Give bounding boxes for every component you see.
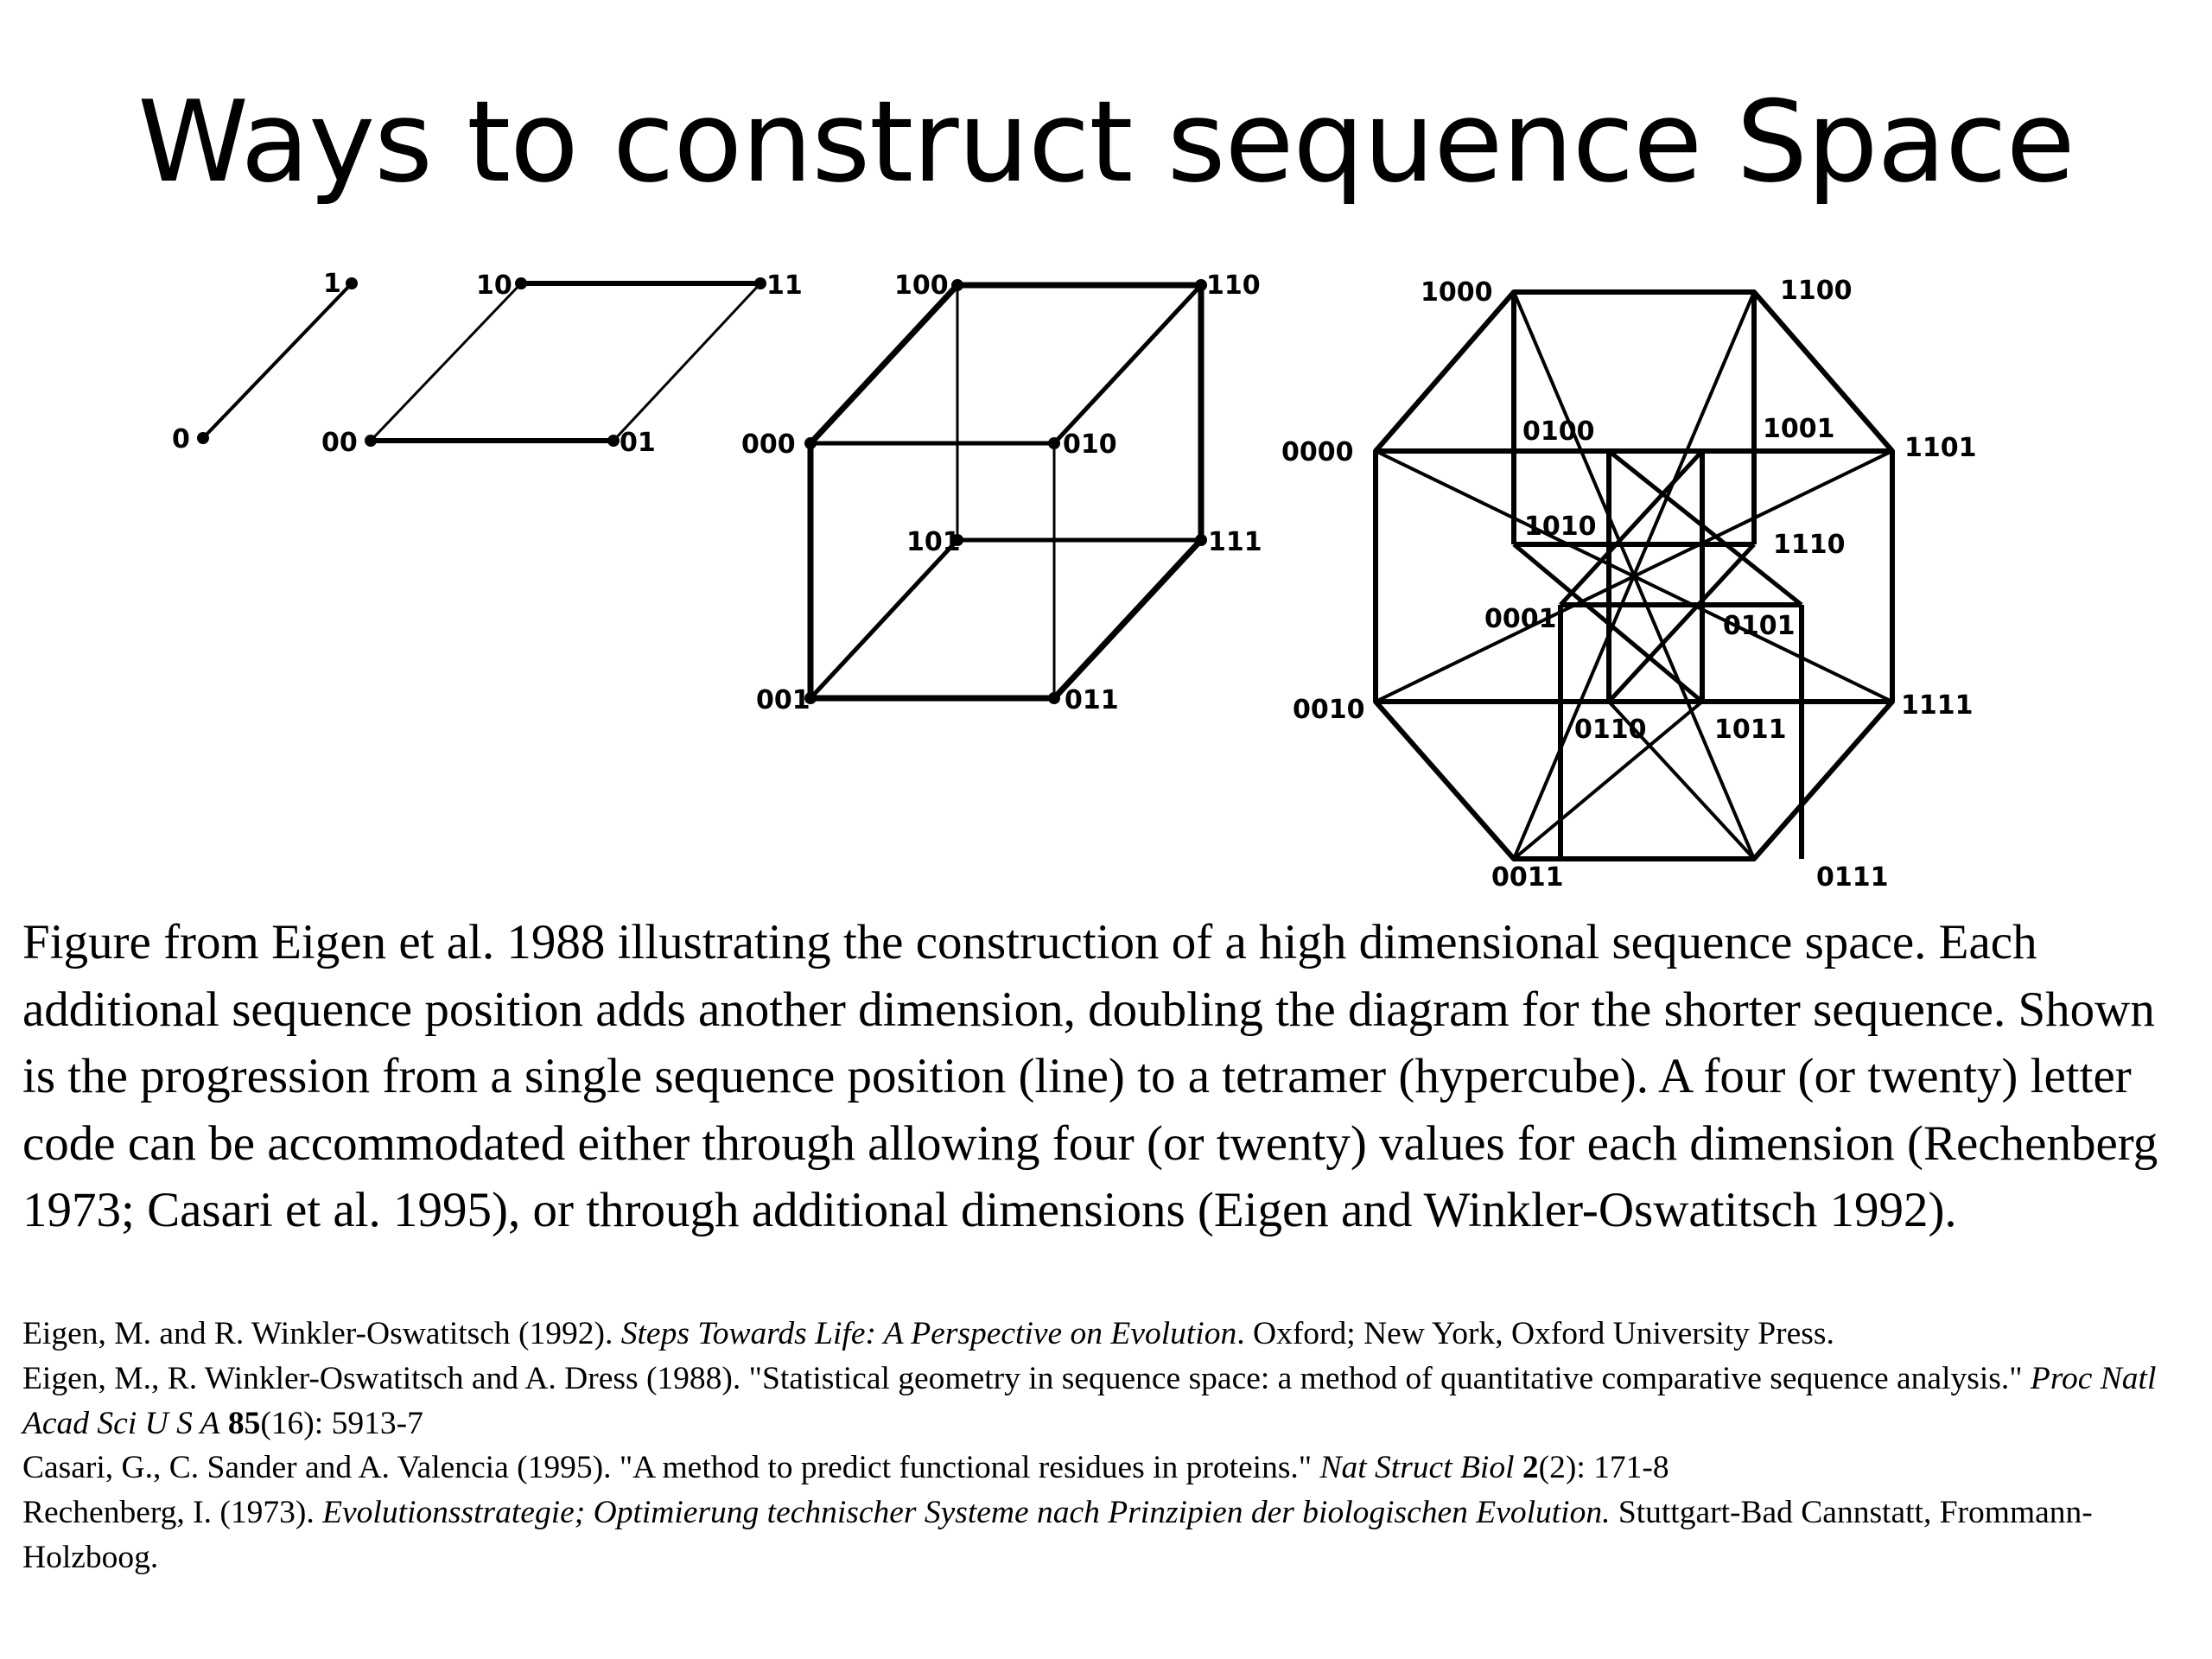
node-label-010: 010 bbox=[1063, 429, 1117, 460]
node-dot bbox=[951, 279, 963, 291]
node-label-0001: 0001 bbox=[1484, 604, 1557, 634]
node-label-0000: 0000 bbox=[1281, 437, 1354, 467]
node-label-111: 111 bbox=[1208, 527, 1262, 557]
node-dot bbox=[1048, 692, 1060, 704]
node-dot bbox=[197, 432, 209, 444]
edge bbox=[810, 540, 957, 698]
cube-diagram bbox=[810, 285, 1201, 698]
node-label-1110: 1110 bbox=[1773, 530, 1846, 560]
node-dot bbox=[365, 435, 377, 447]
node-label-01: 01 bbox=[620, 428, 656, 458]
reference-text: Eigen, M., R. Winkler-Oswatitsch and A. Dress (1988). "Statistical geometry in sequence space: a method of quantitative comparative sequence analysis." bbox=[22, 1360, 2031, 1396]
node-label-0010: 0010 bbox=[1293, 695, 1365, 725]
edge bbox=[810, 285, 957, 443]
reference-item bbox=[22, 1491, 2200, 1580]
reference-text: Casari, G., C. Sander and A. Valencia (1995). "A method to predict functional residues in proteins." bbox=[22, 1450, 1320, 1486]
node-label-1: 1 bbox=[323, 269, 341, 299]
node-label-0101: 0101 bbox=[1723, 611, 1796, 641]
node-label-001: 001 bbox=[756, 685, 810, 715]
hypercube-diagram bbox=[1376, 292, 1892, 859]
reference-text: Stuttgart-Bad Cannstatt, Frommann-Holzboog. bbox=[22, 1495, 2093, 1575]
reference-item bbox=[22, 1357, 2200, 1446]
node-label-100: 100 bbox=[894, 270, 949, 301]
line-diagram-nodes bbox=[172, 269, 358, 454]
node-label-1101: 1101 bbox=[1904, 433, 1977, 463]
node-label-00: 00 bbox=[321, 428, 358, 458]
reference-item bbox=[22, 1312, 2200, 1357]
edge bbox=[203, 283, 352, 438]
edge bbox=[371, 283, 521, 441]
references-list bbox=[22, 1312, 2200, 1580]
node-label-1111: 1111 bbox=[1901, 690, 1974, 721]
node-label-1010: 1010 bbox=[1524, 512, 1597, 542]
node-label-1000: 1000 bbox=[1421, 277, 1493, 308]
node-dot bbox=[754, 277, 766, 289]
reference-volume: 85 bbox=[227, 1405, 261, 1441]
square-diagram bbox=[371, 283, 760, 441]
node-label-000: 000 bbox=[741, 429, 796, 460]
edge bbox=[1054, 285, 1201, 443]
reference-item bbox=[22, 1446, 2200, 1491]
reference-text: (2): 171-8 bbox=[1538, 1450, 1669, 1486]
reference-volume: 2 bbox=[1522, 1450, 1539, 1486]
node-dot bbox=[515, 277, 527, 289]
edge bbox=[1054, 540, 1201, 698]
reference-title: Steps Towards Life: A Perspective on Evolution bbox=[620, 1316, 1237, 1351]
node-label-110: 110 bbox=[1206, 270, 1261, 301]
node-dot bbox=[1048, 437, 1060, 449]
square-diagram-nodes bbox=[321, 270, 803, 458]
node-label-0: 0 bbox=[172, 424, 190, 454]
node-dot bbox=[804, 437, 817, 449]
node-dot bbox=[346, 277, 358, 289]
node-label-0110: 0110 bbox=[1574, 715, 1647, 745]
node-label-0111: 0111 bbox=[1816, 862, 1889, 893]
node-label-1001: 1001 bbox=[1763, 414, 1835, 444]
reference-text: Eigen, M. and R. Winkler-Oswatitsch (1992). bbox=[22, 1316, 621, 1351]
figure-caption: Figure from Eigen et al. 1988 illustrating the construction of a high dimensional sequence space. Each additional sequence position adds another dimension, doubling the diagram for the shorter sequence. Shown is the progression from a single sequence position (line) to a tetramer (hypercube). A four (or twenty) letter code can be accommodated either through allowing four (or twenty) values for each dimension (Rechenberg 1973; Casari et al. 1995), or through additional dimensions (Eigen and Winkler-Oswatitsch 1992). bbox=[22, 915, 2158, 1237]
reference-text: . Oxford; New York, Oxford University Press. bbox=[1236, 1316, 1834, 1351]
node-dot bbox=[607, 435, 620, 447]
reference-text: (16): 5913-7 bbox=[260, 1405, 423, 1441]
node-label-1100: 1100 bbox=[1780, 276, 1853, 306]
node-label-011: 011 bbox=[1065, 685, 1119, 715]
reference-journal: Proc Natl Acad Sci U S A bbox=[22, 1360, 2157, 1441]
node-dot bbox=[1195, 279, 1207, 291]
node-dot bbox=[1195, 534, 1207, 546]
node-label-0100: 0100 bbox=[1522, 416, 1595, 447]
node-label-10: 10 bbox=[476, 270, 512, 301]
node-label-11: 11 bbox=[766, 270, 803, 301]
reference-text: Rechenberg, I. (1973). bbox=[22, 1495, 323, 1531]
slide-title: Ways to construct sequence Space bbox=[137, 76, 2075, 207]
node-label-1011: 1011 bbox=[1714, 715, 1787, 745]
cube-diagram-nodes bbox=[741, 270, 1262, 715]
edge bbox=[613, 283, 760, 441]
reference-title: Evolutionsstrategie; Optimierung technischer Systeme nach Prinzipien der biologischen Evolution. bbox=[322, 1495, 1611, 1531]
node-label-0011: 0011 bbox=[1491, 862, 1564, 893]
line-diagram bbox=[203, 283, 352, 438]
reference-journal: Nat Struct Biol bbox=[1319, 1450, 1515, 1486]
node-label-101: 101 bbox=[906, 527, 961, 557]
